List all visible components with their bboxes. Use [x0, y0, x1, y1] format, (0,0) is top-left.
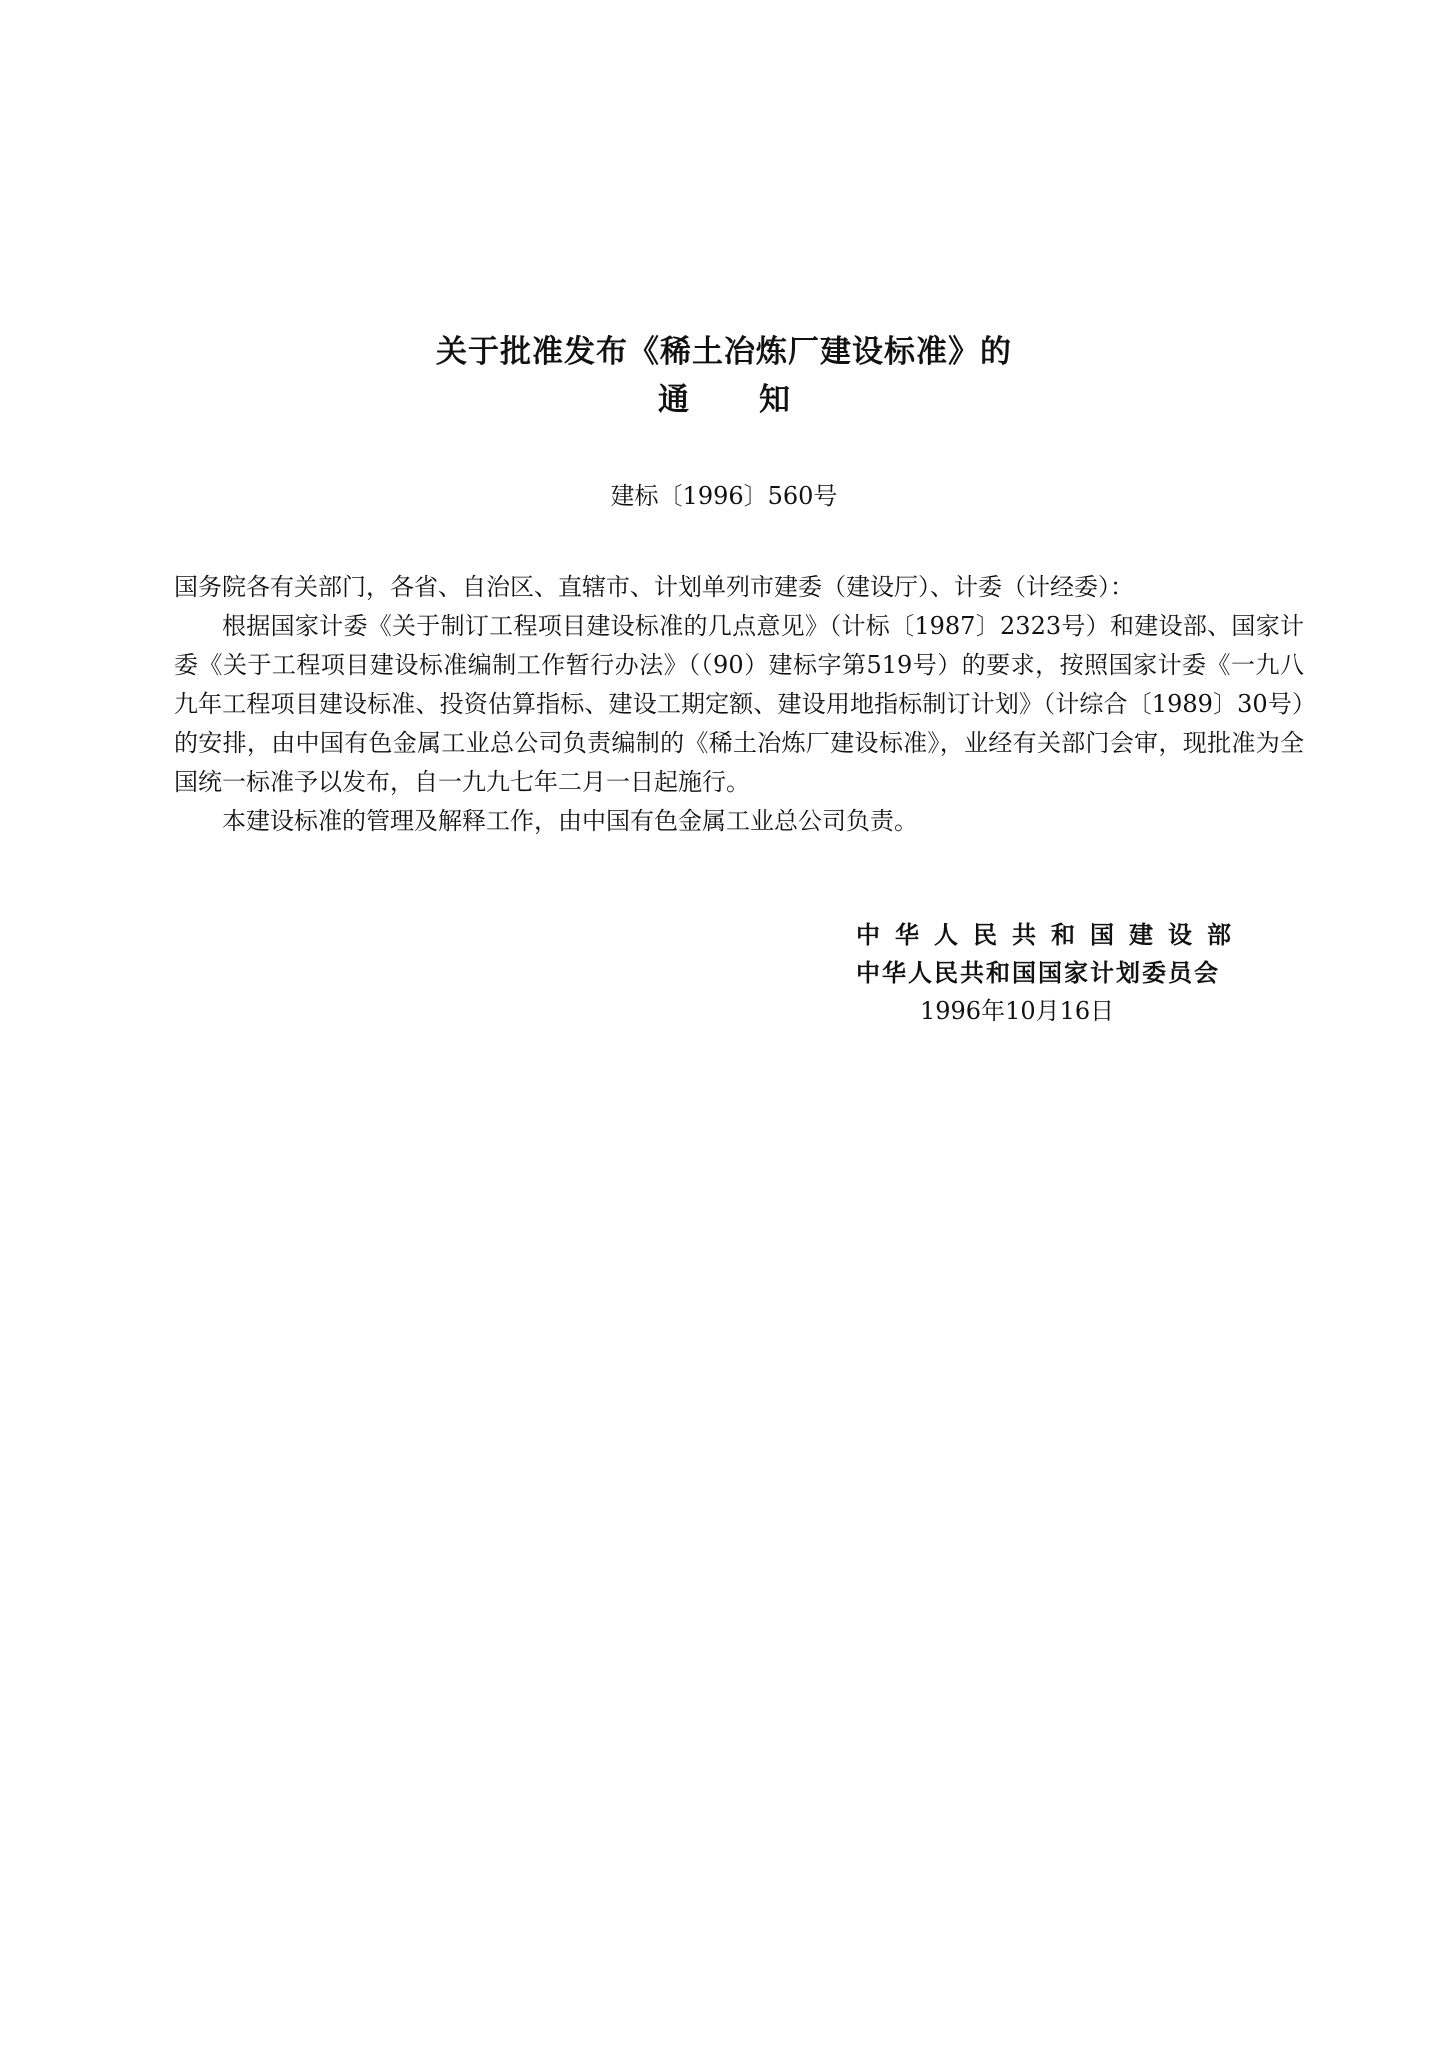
signature-ministry-construction: 中华人民共和国建设部: [856, 921, 1246, 949]
signature-block: [856, 916, 1276, 992]
body-paragraph-main: 根据国家计委《关于制订工程项目建设标准的几点意见》（计标〔1987〕2323号）和建设部、国家计委《关于工程项目建设标准编制工作暂行办法》（（90）建标字第519号）的要求，按照国家计委《一九八九年工程项目建设标准、投资估算指标、建设工期定额、建设用地指标制订计划》（计综合〔1989〕30号）的安排，由中国有色金属工业总公司负责编制的《稀土冶炼厂建设标准》，业经有关部门会审，现批准为全国统一标准予以发布，自一九九七年二月一日起施行。: [174, 612, 1304, 796]
signature-planning-commission: 中华人民共和国国家计划委员会: [856, 959, 1220, 987]
document-title-notice: 通知: [658, 382, 860, 418]
addressee-line: 国务院各有关部门，各省、自治区、直辖市、计划单列市建委（建设厅）、计委（计经委）：: [174, 573, 1134, 601]
document-body: [174, 568, 1304, 841]
body-paragraph-responsibility: 本建设标准的管理及解释工作，由中国有色金属工业总公司负责。: [222, 807, 918, 835]
document-title: 关于批准发布《稀土冶炼厂建设标准》的: [436, 334, 1012, 370]
document-number: 建标〔1996〕560号: [610, 482, 838, 510]
signature-date: 1996年10月16日: [920, 997, 1115, 1025]
